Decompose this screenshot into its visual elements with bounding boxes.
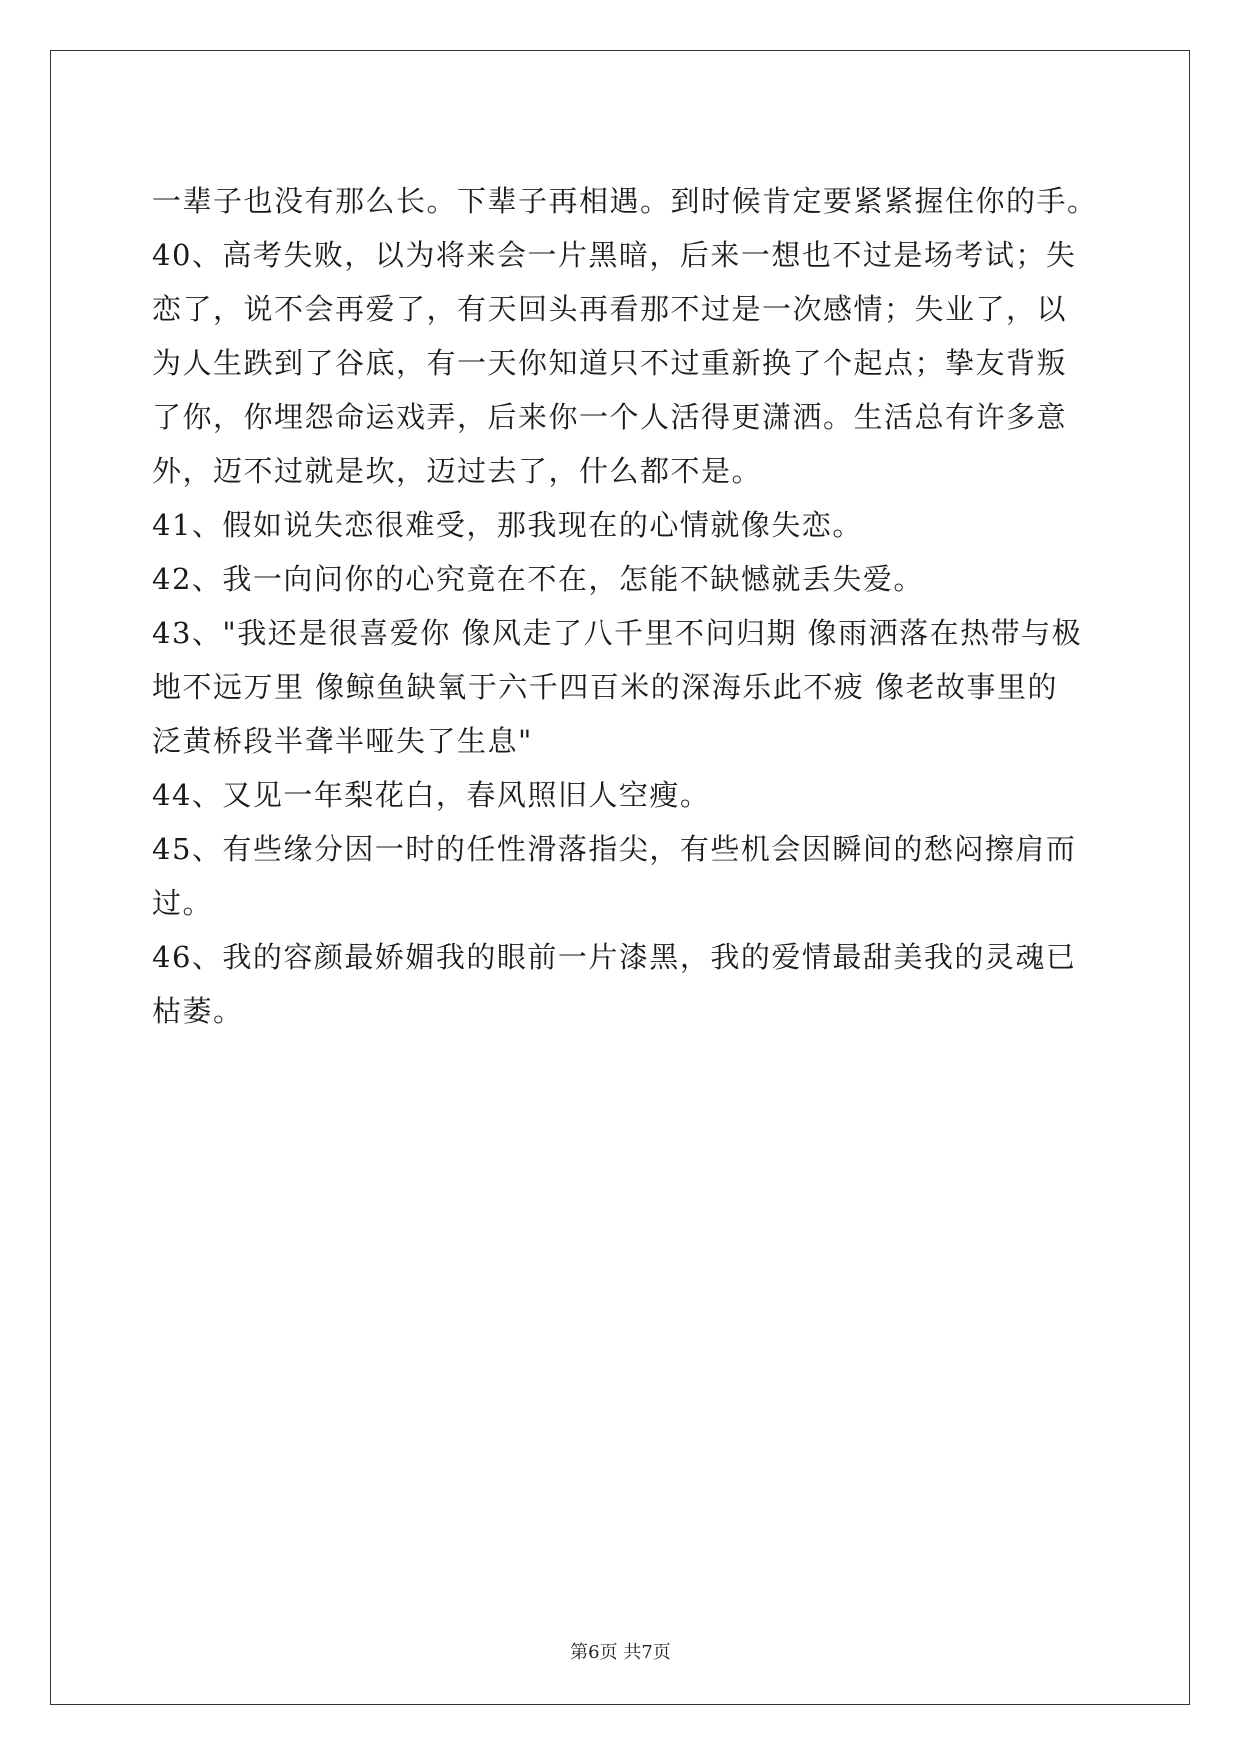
text-line: 41、假如说失恋很难受，那我现在的心情就像失恋。 [152,508,863,542]
text-line: 地不远万里 像鲸鱼缺氧于六千四百米的深海乐此不疲 像老故事里的 [152,670,1058,704]
text-line: 45、有些缘分因一时的任性滑落指尖，有些机会因瞬间的愁闷擦肩而 [152,832,1077,866]
text-line: 为人生跌到了谷底，有一天你知道只不过重新换了个起点；挚友背叛 [152,346,1068,380]
text-line: 泛黄桥段半聋半哑失了生息" [152,724,533,758]
text-line: 恋了，说不会再爱了，有天回头再看那不过是一次感情；失业了，以 [152,292,1068,326]
text-line: 42、我一向问你的心究竟在不在，怎能不缺憾就丢失爱。 [152,562,924,596]
text-line: 44、又见一年梨花白，春风照旧人空瘦。 [152,778,711,812]
text-line: 过。 [152,886,214,920]
text-line: 了你，你埋怨命运戏弄，后来你一个人活得更潇洒。生活总有许多意 [152,400,1068,434]
text-line: 40、高考失败，以为将来会一片黑暗，后来一想也不过是场考试；失 [152,238,1077,272]
text-line: 46、我的容颜最娇媚我的眼前一片漆黑，我的爱情最甜美我的灵魂已 [152,940,1077,974]
text-line: 43、"我还是很喜爱你 像风走了八千里不问归期 像雨洒落在热带与极 [152,616,1083,650]
text-line: 枯萎。 [152,994,244,1028]
text-line: 一辈子也没有那么长。下辈子再相遇。到时候肯定要紧紧握住你的手。 [152,184,1098,218]
page-number: 第6页 共7页 [570,1642,671,1663]
text-line: 外，迈不过就是坎，迈过去了，什么都不是。 [152,454,763,488]
document-body [152,160,1098,1052]
